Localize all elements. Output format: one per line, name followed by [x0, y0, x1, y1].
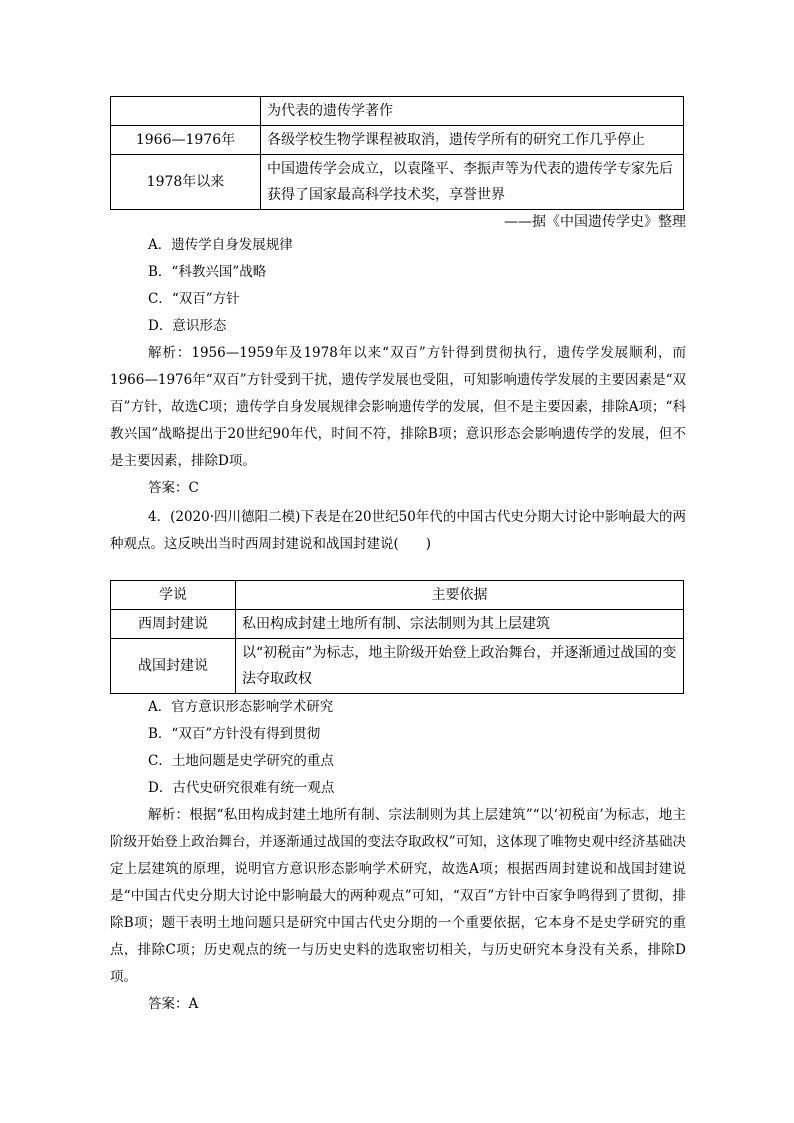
table-cell-theory: 战国封建说: [111, 639, 236, 694]
table-header-theory: 学说: [111, 581, 236, 610]
q3-option-d: D．意识形态: [148, 318, 227, 334]
q4-option-d: D．古代史研究很难有统一观点: [148, 780, 335, 796]
table-cell-content: 各级学校生物学课程被取消，遗传学所有的研究工作几乎停止: [261, 126, 684, 155]
table-cell-content: 为代表的遗传学著作: [261, 97, 684, 126]
q3-answer: 答案：C: [148, 480, 199, 496]
table-cell-period: [111, 97, 261, 126]
q3-option-c: C．“双百”方针: [148, 291, 240, 307]
table-cell-basis: 以“初税亩”为标志，地主阶级开始登上政治舞台，并逐渐通过战国的变法夺取政权: [236, 639, 684, 694]
table-cell-basis: 私田构成封建土地所有制、宗法制则为其上层建筑: [236, 610, 684, 639]
document-page: [110, 96, 686, 1018]
q4-analysis: 解析：根据“私田构成封建土地所有制、宗法制则为其上层建筑”“以‘初税亩’为标志，地主阶级开始登上政治舞台，并逐渐通过战国的变法夺取政权”可知，这体现了唯物史观中经济基础决定上层建筑的原理，说明官方意识形态影响学术研究，故选A项；根据西周封建说和战国封建说是“中国古代史分期大讨论中影响最大的两种观点”可知，“双百”方针中百家争鸣得到了贯彻，排除B项；题干表明土地问题只是研究中国古代史分期的一个重要依据，它本身不是史学研究的重点，排除C项；历史观点的统一与历史史料的选取密切相关，与历史研究本身没有关系，排除D项。: [110, 807, 686, 985]
genetics-history-table: [110, 96, 684, 210]
table-row: [111, 639, 684, 694]
q4-answer: 答案：A: [148, 996, 199, 1012]
table-cell-content: 中国遗传学会成立，以袁隆平、李振声等为代表的遗传学专家先后获得了国家最高科学技术奖，享誉世界: [261, 155, 684, 210]
q4-option-a: A．官方意识形态影响学术研究: [148, 699, 334, 715]
table-row: [111, 155, 684, 210]
table-header-row: [111, 581, 684, 610]
table-row: [111, 610, 684, 639]
table-row: [111, 126, 684, 155]
table-header-basis: 主要依据: [236, 581, 684, 610]
table-cell-theory: 西周封建说: [111, 610, 236, 639]
q3-option-b: B．“科教兴国”战略: [148, 264, 267, 280]
table-cell-period: 1978年以来: [111, 155, 261, 210]
q4-option-b: B．“双百”方针没有得到贯彻: [148, 726, 321, 742]
q3-analysis: 解析：1956—1959年及1978年以来“双百”方针得到贯彻执行，遗传学发展顺利，而1966—1976年“双百”方针受到干扰，遗传学发展也受阻，可知影响遗传学发展的主要因素是“双百”方针，故选C项；遗传学自身发展规律会影响遗传学的发展，但不是主要因素，排除A项；“科教兴国”战略提出于20世纪90年代，时间不符，排除B项；意识形态会影响遗传学的发展，但不是主要因素，排除D项。: [110, 345, 686, 469]
table-cell-period: 1966—1976年: [111, 126, 261, 155]
q3-option-a: A．遗传学自身发展规律: [148, 237, 293, 253]
table-source-note: ——据《中国遗传学史》整理: [504, 214, 686, 230]
feudalism-theories-table: [110, 580, 684, 694]
q4-option-c: C．土地问题是史学研究的重点: [148, 753, 334, 769]
table-row: [111, 97, 684, 126]
q4-stem: 4．(2020·四川德阳二模)下表是在20世纪50年代的中国古代史分期大讨论中影响最大的两种观点。这反映出当时西周封建说和战国封建说( ): [110, 509, 686, 552]
